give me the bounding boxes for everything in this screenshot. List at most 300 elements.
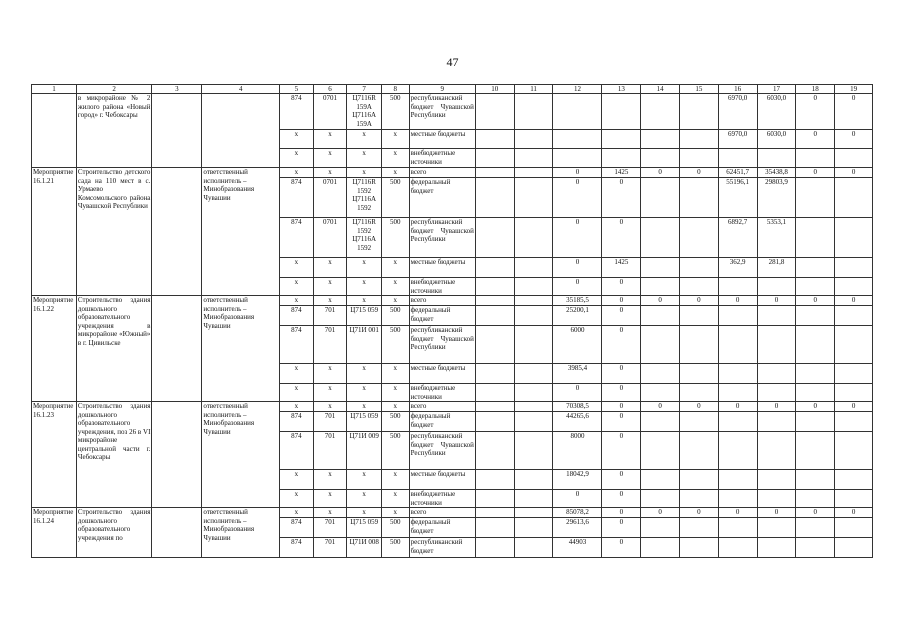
value-cell-11 bbox=[514, 296, 553, 306]
value-cell-11 bbox=[514, 508, 553, 518]
column-number-5: 5 bbox=[279, 85, 313, 94]
value-cell-12: 18042,9 bbox=[553, 470, 602, 490]
value-cell-14 bbox=[641, 518, 680, 538]
value-cell-12: 3985,4 bbox=[553, 364, 602, 384]
value-cell-19: 0 bbox=[835, 94, 873, 130]
value-cell-18 bbox=[796, 258, 835, 278]
value-cell-19 bbox=[835, 518, 873, 538]
value-cell-11 bbox=[514, 432, 553, 470]
funding-source-cell: всего bbox=[409, 508, 475, 518]
ministry-code-cell: x bbox=[279, 402, 313, 412]
value-cell-10 bbox=[475, 94, 514, 130]
value-cell-13: 0 bbox=[602, 490, 641, 508]
executor-cell: ответственный исполнитель – Минобразования Чувашии bbox=[202, 402, 280, 508]
value-cell-11 bbox=[514, 518, 553, 538]
value-cell-13: 0 bbox=[602, 508, 641, 518]
value-cell-11 bbox=[514, 278, 553, 296]
value-cell-12: 25200,1 bbox=[553, 306, 602, 326]
value-cell-10 bbox=[475, 402, 514, 412]
value-cell-18 bbox=[796, 432, 835, 470]
value-cell-14: 0 bbox=[641, 296, 680, 306]
value-cell-13: 0 bbox=[602, 518, 641, 538]
funding-source-cell: федеральный бюджет bbox=[409, 412, 475, 432]
value-cell-17 bbox=[757, 306, 796, 326]
empty-cell bbox=[152, 508, 202, 558]
expense-type-cell: x bbox=[382, 149, 410, 168]
value-cell-18 bbox=[796, 412, 835, 432]
value-cell-19 bbox=[835, 538, 873, 558]
funding-source-cell: внебюджетные источники bbox=[409, 384, 475, 402]
value-cell-19 bbox=[835, 306, 873, 326]
value-cell-15 bbox=[680, 364, 719, 384]
funding-source-cell: республиканский бюджет Чувашской Республики bbox=[409, 326, 475, 364]
value-cell-12: 35185,5 bbox=[553, 296, 602, 306]
value-cell-14 bbox=[641, 306, 680, 326]
value-cell-19 bbox=[835, 470, 873, 490]
target-code-cell: x bbox=[347, 364, 382, 384]
ministry-code-cell: 874 bbox=[279, 94, 313, 130]
table-row bbox=[32, 168, 873, 178]
expense-type-cell: x bbox=[382, 490, 410, 508]
value-cell-12: 8000 bbox=[553, 432, 602, 470]
funding-source-cell: республиканский бюджет Чувашской Республики bbox=[409, 218, 475, 258]
value-cell-13: 0 bbox=[602, 296, 641, 306]
event-title-cell: в микрорайоне № 2 жилого района «Новый город» г. Чебоксары bbox=[76, 94, 152, 168]
expense-type-cell: x bbox=[382, 130, 410, 149]
empty-cell bbox=[152, 94, 202, 168]
table-row bbox=[32, 402, 873, 412]
value-cell-10 bbox=[475, 412, 514, 432]
expense-type-cell: x bbox=[382, 258, 410, 278]
section-code-cell: x bbox=[313, 130, 347, 149]
section-code-cell: x bbox=[313, 508, 347, 518]
expense-type-cell: 500 bbox=[382, 432, 410, 470]
value-cell-19 bbox=[835, 432, 873, 470]
value-cell-12 bbox=[553, 130, 602, 149]
funding-source-cell: республиканский бюджет Чувашской Республики bbox=[409, 432, 475, 470]
value-cell-18 bbox=[796, 490, 835, 508]
value-cell-17 bbox=[757, 538, 796, 558]
column-number-1: 1 bbox=[32, 85, 77, 94]
funding-source-cell: внебюджетные источники bbox=[409, 490, 475, 508]
value-cell-15: 0 bbox=[680, 508, 719, 518]
value-cell-11 bbox=[514, 326, 553, 364]
value-cell-16 bbox=[718, 384, 757, 402]
value-cell-12: 0 bbox=[553, 258, 602, 278]
value-cell-17 bbox=[757, 470, 796, 490]
value-cell-11 bbox=[514, 149, 553, 168]
event-title-cell: Строительство здания дошкольного образовательного учреждения в микрорайоне «Южный» в г. Цивильске bbox=[76, 296, 152, 402]
value-cell-17 bbox=[757, 364, 796, 384]
value-cell-13: 0 bbox=[602, 326, 641, 364]
funding-source-cell: федеральный бюджет bbox=[409, 178, 475, 218]
section-code-cell: x bbox=[313, 384, 347, 402]
value-cell-17: 0 bbox=[757, 296, 796, 306]
ministry-code-cell: x bbox=[279, 149, 313, 168]
value-cell-11 bbox=[514, 402, 553, 412]
column-number-12: 12 bbox=[553, 85, 602, 94]
value-cell-10 bbox=[475, 384, 514, 402]
value-cell-19: 0 bbox=[835, 508, 873, 518]
funding-source-cell: внебюджетные источники bbox=[409, 149, 475, 168]
value-cell-14 bbox=[641, 278, 680, 296]
value-cell-15 bbox=[680, 218, 719, 258]
value-cell-13: 0 bbox=[602, 218, 641, 258]
value-cell-15: 0 bbox=[680, 296, 719, 306]
value-cell-16: 6970,0 bbox=[718, 130, 757, 149]
value-cell-12: 0 bbox=[553, 168, 602, 178]
event-number-cell bbox=[32, 94, 77, 168]
value-cell-10 bbox=[475, 130, 514, 149]
value-cell-18: 0 bbox=[796, 130, 835, 149]
value-cell-13: 0 bbox=[602, 432, 641, 470]
value-cell-11 bbox=[514, 364, 553, 384]
table-row bbox=[32, 296, 873, 306]
column-number-14: 14 bbox=[641, 85, 680, 94]
value-cell-19 bbox=[835, 218, 873, 258]
value-cell-18: 0 bbox=[796, 94, 835, 130]
ministry-code-cell: x bbox=[279, 490, 313, 508]
value-cell-14 bbox=[641, 538, 680, 558]
executor-cell: ответственный исполнитель – Минобразования Чувашии bbox=[202, 296, 280, 402]
expense-type-cell: x bbox=[382, 508, 410, 518]
value-cell-15 bbox=[680, 130, 719, 149]
empty-cell bbox=[152, 296, 202, 402]
value-cell-16 bbox=[718, 518, 757, 538]
value-cell-14 bbox=[641, 130, 680, 149]
table-row bbox=[32, 508, 873, 518]
funding-source-cell: федеральный бюджет bbox=[409, 306, 475, 326]
value-cell-15 bbox=[680, 490, 719, 508]
value-cell-12: 85078,2 bbox=[553, 508, 602, 518]
target-code-cell: Ц71И 001 bbox=[347, 326, 382, 364]
event-title-cell: Строительство здания дошкольного образовательного учреждения по bbox=[76, 508, 152, 558]
section-code-cell: x bbox=[313, 168, 347, 178]
event-number-cell: Мероприятие 16.1.22 bbox=[32, 296, 77, 402]
section-code-cell: 0701 bbox=[313, 218, 347, 258]
value-cell-17: 5353,1 bbox=[757, 218, 796, 258]
value-cell-18 bbox=[796, 518, 835, 538]
value-cell-15 bbox=[680, 149, 719, 168]
value-cell-18: 0 bbox=[796, 402, 835, 412]
event-number-cell: Мероприятие 16.1.24 bbox=[32, 508, 77, 558]
value-cell-10 bbox=[475, 470, 514, 490]
value-cell-16 bbox=[718, 306, 757, 326]
value-cell-18: 0 bbox=[796, 508, 835, 518]
target-code-cell: Ц71И 009 bbox=[347, 432, 382, 470]
value-cell-11 bbox=[514, 306, 553, 326]
ministry-code-cell: 874 bbox=[279, 518, 313, 538]
value-cell-16 bbox=[718, 490, 757, 508]
event-title-cell: Строительство здания дошкольного образовательного учреждения, поз 26 в VI микрорайоне центральной части г. Чебоксары bbox=[76, 402, 152, 508]
value-cell-11 bbox=[514, 168, 553, 178]
value-cell-11 bbox=[514, 412, 553, 432]
value-cell-18 bbox=[796, 149, 835, 168]
value-cell-10 bbox=[475, 278, 514, 296]
funding-source-cell: федеральный бюджет bbox=[409, 518, 475, 538]
value-cell-18 bbox=[796, 178, 835, 218]
section-code-cell: x bbox=[313, 470, 347, 490]
value-cell-10 bbox=[475, 178, 514, 218]
target-code-cell: x bbox=[347, 168, 382, 178]
column-number-15: 15 bbox=[680, 85, 719, 94]
expense-type-cell: x bbox=[382, 384, 410, 402]
value-cell-18 bbox=[796, 278, 835, 296]
value-cell-18 bbox=[796, 306, 835, 326]
ministry-code-cell: 874 bbox=[279, 412, 313, 432]
value-cell-17 bbox=[757, 384, 796, 402]
value-cell-15 bbox=[680, 384, 719, 402]
ministry-code-cell: x bbox=[279, 130, 313, 149]
executor-cell bbox=[202, 94, 280, 168]
expense-type-cell: 500 bbox=[382, 306, 410, 326]
table-row bbox=[32, 94, 873, 130]
expense-type-cell: 500 bbox=[382, 178, 410, 218]
value-cell-13 bbox=[602, 149, 641, 168]
value-cell-12: 0 bbox=[553, 384, 602, 402]
value-cell-18 bbox=[796, 470, 835, 490]
value-cell-17: 0 bbox=[757, 508, 796, 518]
value-cell-10 bbox=[475, 508, 514, 518]
value-cell-11 bbox=[514, 218, 553, 258]
value-cell-10 bbox=[475, 432, 514, 470]
value-cell-13: 0 bbox=[602, 278, 641, 296]
value-cell-16: 55196,1 bbox=[718, 178, 757, 218]
expense-type-cell: 500 bbox=[382, 326, 410, 364]
value-cell-17 bbox=[757, 518, 796, 538]
funding-source-cell: местные бюджеты bbox=[409, 130, 475, 149]
ministry-code-cell: x bbox=[279, 278, 313, 296]
value-cell-17 bbox=[757, 432, 796, 470]
section-code-cell: x bbox=[313, 490, 347, 508]
event-number-cell: Мероприятие 16.1.21 bbox=[32, 168, 77, 296]
value-cell-17: 35438,8 bbox=[757, 168, 796, 178]
value-cell-15 bbox=[680, 412, 719, 432]
value-cell-14 bbox=[641, 326, 680, 364]
value-cell-14: 0 bbox=[641, 508, 680, 518]
value-cell-14 bbox=[641, 412, 680, 432]
value-cell-15: 0 bbox=[680, 402, 719, 412]
ministry-code-cell: x bbox=[279, 508, 313, 518]
empty-cell bbox=[152, 168, 202, 296]
value-cell-14 bbox=[641, 384, 680, 402]
budget-table bbox=[31, 84, 873, 558]
value-cell-14 bbox=[641, 470, 680, 490]
value-cell-16 bbox=[718, 432, 757, 470]
value-cell-17 bbox=[757, 490, 796, 508]
column-number-11: 11 bbox=[514, 85, 553, 94]
funding-source-cell: республиканский бюджет bbox=[409, 538, 475, 558]
section-code-cell: x bbox=[313, 258, 347, 278]
value-cell-19: 0 bbox=[835, 296, 873, 306]
ministry-code-cell: 874 bbox=[279, 178, 313, 218]
column-number-4: 4 bbox=[202, 85, 280, 94]
value-cell-13: 1425 bbox=[602, 258, 641, 278]
value-cell-14 bbox=[641, 364, 680, 384]
section-code-cell: x bbox=[313, 149, 347, 168]
value-cell-19 bbox=[835, 149, 873, 168]
value-cell-13: 0 bbox=[602, 412, 641, 432]
funding-source-cell: всего bbox=[409, 168, 475, 178]
value-cell-12: 0 bbox=[553, 218, 602, 258]
expense-type-cell: 500 bbox=[382, 412, 410, 432]
value-cell-10 bbox=[475, 538, 514, 558]
ministry-code-cell: 874 bbox=[279, 306, 313, 326]
value-cell-19 bbox=[835, 258, 873, 278]
section-code-cell: x bbox=[313, 402, 347, 412]
value-cell-18: 0 bbox=[796, 168, 835, 178]
column-number-7: 7 bbox=[347, 85, 382, 94]
value-cell-16: 362,9 bbox=[718, 258, 757, 278]
value-cell-11 bbox=[514, 490, 553, 508]
value-cell-19: 0 bbox=[835, 130, 873, 149]
value-cell-12 bbox=[553, 94, 602, 130]
value-cell-10 bbox=[475, 306, 514, 326]
expense-type-cell: 500 bbox=[382, 94, 410, 130]
funding-source-cell: местные бюджеты bbox=[409, 258, 475, 278]
value-cell-18 bbox=[796, 364, 835, 384]
value-cell-13: 0 bbox=[602, 178, 641, 218]
value-cell-11 bbox=[514, 130, 553, 149]
event-number-cell: Мероприятие 16.1.23 bbox=[32, 402, 77, 508]
section-code-cell: 701 bbox=[313, 432, 347, 470]
column-number-10: 10 bbox=[475, 85, 514, 94]
ministry-code-cell: x bbox=[279, 168, 313, 178]
executor-cell: ответственный исполнитель – Минобразования Чувашии bbox=[202, 508, 280, 558]
value-cell-16 bbox=[718, 149, 757, 168]
value-cell-10 bbox=[475, 168, 514, 178]
target-code-cell: Ц715 059 bbox=[347, 306, 382, 326]
value-cell-17 bbox=[757, 278, 796, 296]
value-cell-13: 1425 bbox=[602, 168, 641, 178]
ministry-code-cell: x bbox=[279, 364, 313, 384]
column-number-17: 17 bbox=[757, 85, 796, 94]
value-cell-16: 6892,7 bbox=[718, 218, 757, 258]
value-cell-11 bbox=[514, 94, 553, 130]
value-cell-15 bbox=[680, 278, 719, 296]
target-code-cell: x bbox=[347, 508, 382, 518]
value-cell-19 bbox=[835, 490, 873, 508]
value-cell-10 bbox=[475, 218, 514, 258]
value-cell-16: 0 bbox=[718, 402, 757, 412]
expense-type-cell: x bbox=[382, 402, 410, 412]
column-number-2: 2 bbox=[76, 85, 152, 94]
target-code-cell: Ц7116R 159A Ц7116A 159A bbox=[347, 94, 382, 130]
value-cell-17: 6030,0 bbox=[757, 94, 796, 130]
value-cell-10 bbox=[475, 490, 514, 508]
value-cell-18 bbox=[796, 218, 835, 258]
executor-cell: ответственный исполнитель – Минобразования Чувашии bbox=[202, 168, 280, 296]
expense-type-cell: 500 bbox=[382, 218, 410, 258]
value-cell-19 bbox=[835, 384, 873, 402]
value-cell-12: 0 bbox=[553, 278, 602, 296]
value-cell-15 bbox=[680, 94, 719, 130]
value-cell-17 bbox=[757, 412, 796, 432]
value-cell-11 bbox=[514, 538, 553, 558]
value-cell-17: 281,8 bbox=[757, 258, 796, 278]
value-cell-19: 0 bbox=[835, 402, 873, 412]
value-cell-11 bbox=[514, 384, 553, 402]
funding-source-cell: республиканский бюджет Чувашской Республики bbox=[409, 94, 475, 130]
target-code-cell: Ц715 059 bbox=[347, 518, 382, 538]
target-code-cell: Ц71И 008 bbox=[347, 538, 382, 558]
ministry-code-cell: 874 bbox=[279, 432, 313, 470]
expense-type-cell: x bbox=[382, 278, 410, 296]
value-cell-19: 0 bbox=[835, 168, 873, 178]
funding-source-cell: всего bbox=[409, 296, 475, 306]
value-cell-16: 6970,0 bbox=[718, 94, 757, 130]
column-number-8: 8 bbox=[382, 85, 410, 94]
value-cell-15: 0 bbox=[680, 168, 719, 178]
value-cell-16 bbox=[718, 470, 757, 490]
value-cell-15 bbox=[680, 258, 719, 278]
value-cell-15 bbox=[680, 306, 719, 326]
value-cell-16: 62451,7 bbox=[718, 168, 757, 178]
value-cell-15 bbox=[680, 178, 719, 218]
section-code-cell: 0701 bbox=[313, 94, 347, 130]
column-number-13: 13 bbox=[602, 85, 641, 94]
funding-source-cell: внебюджетные источники bbox=[409, 278, 475, 296]
value-cell-14 bbox=[641, 178, 680, 218]
value-cell-14 bbox=[641, 149, 680, 168]
value-cell-11 bbox=[514, 178, 553, 218]
value-cell-16 bbox=[718, 278, 757, 296]
section-code-cell: 0701 bbox=[313, 178, 347, 218]
section-code-cell: 701 bbox=[313, 538, 347, 558]
column-number-9: 9 bbox=[409, 85, 475, 94]
ministry-code-cell: x bbox=[279, 470, 313, 490]
ministry-code-cell: 874 bbox=[279, 538, 313, 558]
expense-type-cell: x bbox=[382, 470, 410, 490]
value-cell-15 bbox=[680, 326, 719, 364]
value-cell-14: 0 bbox=[641, 402, 680, 412]
value-cell-16: 0 bbox=[718, 508, 757, 518]
section-code-cell: 701 bbox=[313, 306, 347, 326]
value-cell-17 bbox=[757, 326, 796, 364]
value-cell-11 bbox=[514, 470, 553, 490]
value-cell-14 bbox=[641, 490, 680, 508]
ministry-code-cell: x bbox=[279, 258, 313, 278]
funding-source-cell: местные бюджеты bbox=[409, 364, 475, 384]
target-code-cell: x bbox=[347, 149, 382, 168]
ministry-code-cell: x bbox=[279, 384, 313, 402]
section-code-cell: x bbox=[313, 278, 347, 296]
value-cell-12: 6000 bbox=[553, 326, 602, 364]
value-cell-17: 29803,9 bbox=[757, 178, 796, 218]
value-cell-18 bbox=[796, 326, 835, 364]
section-code-cell: x bbox=[313, 364, 347, 384]
target-code-cell: x bbox=[347, 296, 382, 306]
value-cell-11 bbox=[514, 258, 553, 278]
value-cell-18 bbox=[796, 538, 835, 558]
section-code-cell: 701 bbox=[313, 326, 347, 364]
value-cell-13: 0 bbox=[602, 402, 641, 412]
target-code-cell: Ц715 059 bbox=[347, 412, 382, 432]
expense-type-cell: x bbox=[382, 168, 410, 178]
value-cell-12: 0 bbox=[553, 178, 602, 218]
value-cell-19 bbox=[835, 178, 873, 218]
target-code-cell: x bbox=[347, 402, 382, 412]
value-cell-15 bbox=[680, 518, 719, 538]
expense-type-cell: 500 bbox=[382, 538, 410, 558]
value-cell-16 bbox=[718, 364, 757, 384]
event-title-cell: Строительство детского сада на 110 мест в с. Урмаево Комсомольского района Чувашской Республики bbox=[76, 168, 152, 296]
value-cell-10 bbox=[475, 149, 514, 168]
value-cell-10 bbox=[475, 296, 514, 306]
value-cell-16: 0 bbox=[718, 296, 757, 306]
column-number-row bbox=[32, 85, 873, 94]
column-number-16: 16 bbox=[718, 85, 757, 94]
